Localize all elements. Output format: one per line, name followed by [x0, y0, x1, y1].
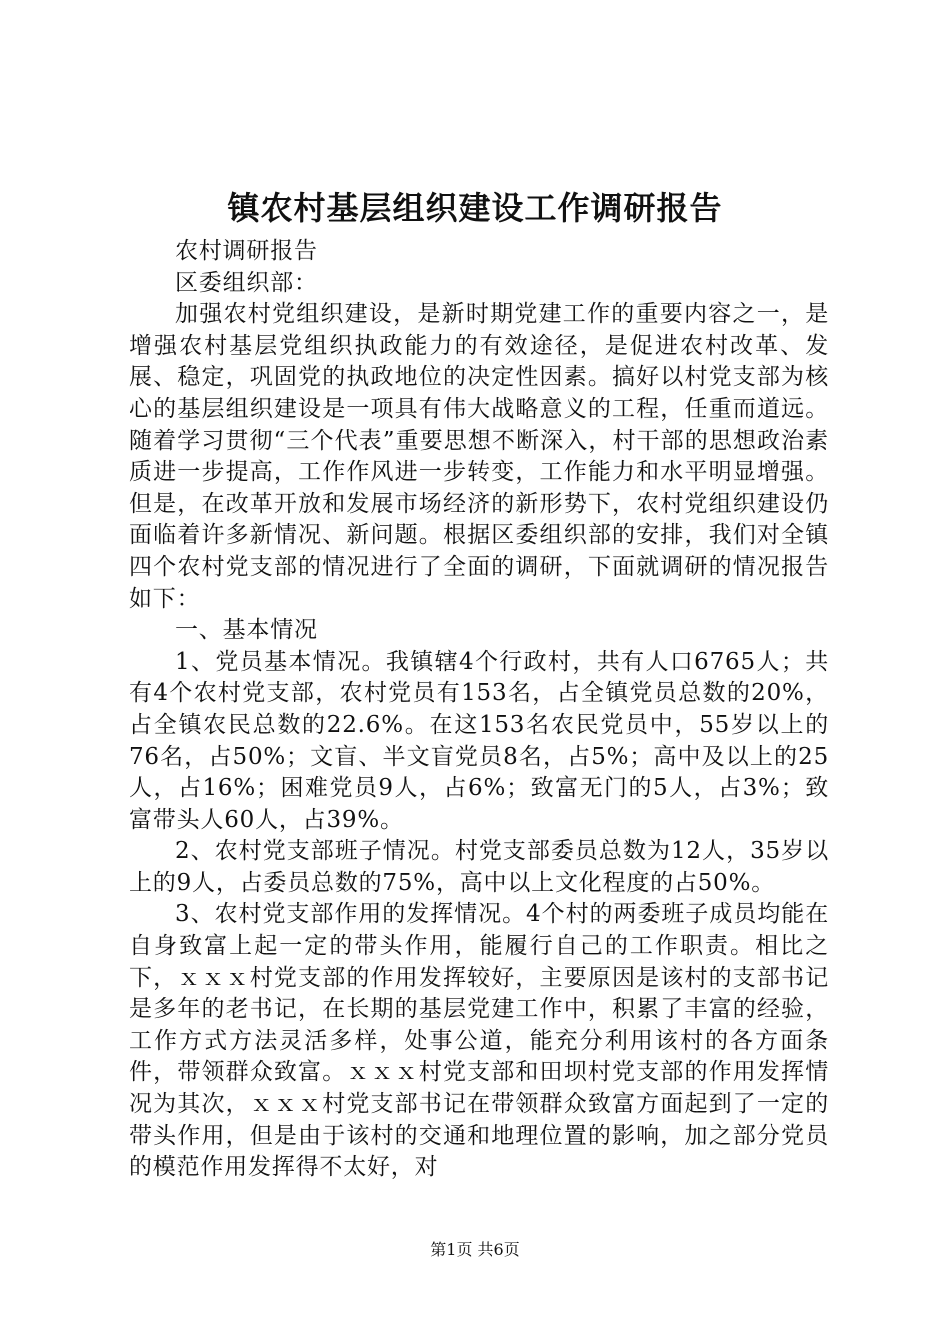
document-title: 镇农村基层组织建设工作调研报告 — [227, 189, 723, 227]
section-heading-basic-situation: 一、基本情况 — [175, 617, 318, 644]
paragraph-branch-team: 2、农村党支部班子情况。村党支部委员总数为12人，35岁以上的9人，占委员总数的75%，高中以上文化程度的占50%。 — [129, 838, 829, 896]
paragraph-branch-role: 3、农村党支部作用的发挥情况。4个村的两委班子成员均能在自身致富上起一定的带头作用，能履行自己的工作职责。相比之下，ｘｘｘ村党支部的作用发挥较好，主要原因是该村的支部书记是多年的老书记，在长期的基层党建工作中，积累了丰富的经验，工作方式方法灵活多样，处事公道，能充分利用该村的各方面条件，带领群众致富。ｘｘｘ村党支部和田坝村党支部的作用发挥情况为其次，ｘｘｘ村党支部书记在带领群众致富方面起到了一定的带头作用，但是由于该村的交通和地理位置的影响，加之部分党员的模范作用发挥得不太好，对 — [129, 901, 829, 1181]
paragraph-party-members: 1、党员基本情况。我镇辖4个行政村，共有人口6765人；共有4个农村党支部，农村党员有153名，占全镇党员总数的20%，占全镇农民总数的22.6%。在这153名农民党员中，55岁以上的76名，占50%；文盲、半文盲党员8名，占5%；高中及以上的25人，占16%；困难党员9人，占6%；致富无门的5人，占3%；致富带头人60人，占39%。 — [129, 648, 829, 833]
document-body — [129, 236, 829, 1184]
paragraph-subtitle: 农村调研报告 — [175, 238, 318, 264]
paragraph-intro: 加强农村党组织建设，是新时期党建工作的重要内容之一，是增强农村基层党组织执政能力的有效途径，是促进农村改革、发展、稳定，巩固党的执政地位的决定性因素。搞好以村党支部为核心的基层组织建设是一项具有伟大战略意义的工程，任重而道远。随着学习贯彻“三个代表”重要思想不断深入，村干部的思想政治素质进一步提高，工作作风进一步转变，工作能力和水平明显增强。但是，在改革开放和发展市场经济的新形势下，农村党组织建设仍面临着许多新情况、新问题。根据区委组织部的安排，我们对全镇四个农村党支部的情况进行了全面的调研，下面就调研的情况报告如下： — [129, 301, 829, 612]
paragraph-addressee: 区委组织部： — [175, 269, 318, 296]
page-footer: 第1页 共6页 — [430, 1240, 520, 1259]
